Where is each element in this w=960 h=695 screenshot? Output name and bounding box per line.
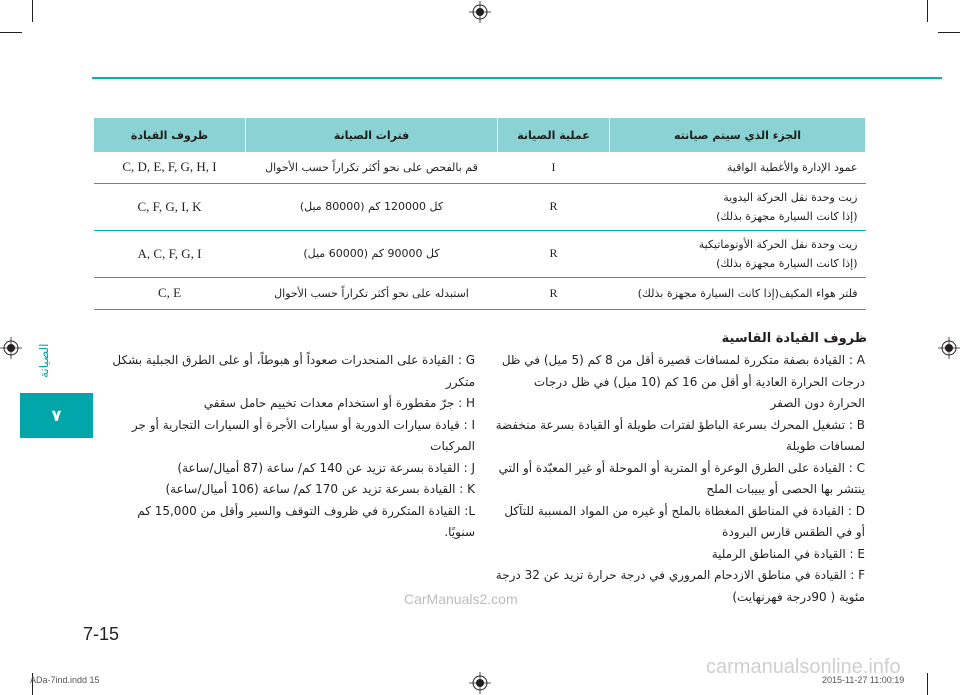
table-row xyxy=(94,277,866,309)
row-conditions: C, F, G, I, K xyxy=(94,183,246,230)
registration-mark-icon xyxy=(469,1,491,23)
table-header-row xyxy=(94,118,866,152)
row-operation: R xyxy=(498,230,610,277)
row-item: زيت وحدة نقل الحركة اليدوية (إذا كانت السيارة مجهزة بذلك) xyxy=(610,183,866,230)
watermark: CarManuals2.com xyxy=(404,591,518,607)
chapter-tab: ٧ xyxy=(20,393,93,438)
header-rule xyxy=(92,77,942,79)
row-operation: R xyxy=(498,277,610,309)
list-item: I : قيادة سيارات الدورية أو سيارات الأجرة أو السيارات التجارية أو جر المركبات xyxy=(131,417,475,453)
list-item: H : جرّ مقطورة أو استخدام معدات تخييم حامل سقفي xyxy=(203,396,475,410)
registration-mark-icon xyxy=(469,672,491,694)
row-conditions: A, C, F, G, I xyxy=(94,230,246,277)
row-operation: R xyxy=(498,183,610,230)
list-item: B : تشغيل المحرك بسرعة الباطؤ لفترات طويلة أو القيادة بسرعة منخفضة لمسافات طويلة xyxy=(495,417,865,453)
crop-mark xyxy=(32,0,33,22)
table-row xyxy=(94,183,866,230)
list-item: C : القيادة على الطرق الوعرة أو المتربة أو الموحلة أو غير المعبّدة أو التي ينتشر بها الحصى أو يبيبات الملح xyxy=(498,460,865,496)
list-item: D : القيادة في المناطق المغطاة بالملح أو غيره من المواد المسببة للتآكل أو في الطقس قارس البرودة xyxy=(504,503,865,539)
list-item: E : القيادة في المناطق الرملية xyxy=(711,546,865,561)
footer-date: 2015-11-27 11:00:19 xyxy=(822,675,905,685)
registration-mark-icon xyxy=(0,337,22,359)
conditions-list-left xyxy=(105,350,475,544)
footer-file: ADa-7ind.indd 15 xyxy=(30,675,100,685)
row-interval: كل 120000 كم (80000 ميل) xyxy=(246,183,498,230)
conditions-list-right xyxy=(495,350,865,608)
row-operation: I xyxy=(498,152,610,183)
crop-mark xyxy=(927,0,928,22)
crop-mark xyxy=(938,32,960,33)
header-conditions: ظروف القيادة xyxy=(94,118,246,152)
list-item: F : القيادة في مناطق الازدحام المروري في درجة حرارة تزيد عن 32 درجة مئوية ( 90درجة فهرنهايت) xyxy=(495,568,865,604)
list-item: A : القيادة بصفة متكررة لمسافات قصيرة أقل من 8 كم (5 ميل) في ظل درجات الحرارة العادية أو أقل من 16 كم (10 ميل) في ظل درجات الحرارة دون الصفر xyxy=(501,353,865,410)
table-row xyxy=(94,230,866,277)
row-interval: كل 90000 كم (60000 ميل) xyxy=(246,230,498,277)
row-interval: استبدله على نحو أكثر تكراراً حسب الأحوال xyxy=(246,277,498,309)
crop-mark xyxy=(0,32,22,33)
row-item: فلتر هواء المكيف(إذا كانت السيارة مجهزة بذلك) xyxy=(610,277,866,309)
list-item: G : القيادة على المنحدرات صعوداً أو هبوطاً، أو على الطرق الجبلية بشكل متكرر xyxy=(112,353,475,389)
table-row xyxy=(94,152,866,183)
list-item: L: القيادة المتكررة في ظروف التوقف والسير وأقل من 15,000 كم سنويًا. xyxy=(137,503,475,539)
row-item: زيت وحدة نقل الحركة الأوتوماتيكية (إذا كانت السيارة مجهزة بذلك) xyxy=(610,230,866,277)
row-interval: قم بالفحص على نحو أكثر تكراراً حسب الأحوال xyxy=(246,152,498,183)
brand-watermark: carmanualsonline.info xyxy=(706,656,901,678)
header-item: الجزء الذي سيتم صيانته xyxy=(610,118,866,152)
maintenance-table xyxy=(93,118,866,310)
list-item: J : القيادة بسرعة تزيد عن 140 كم/ ساعة (87 أميال/ساعة) xyxy=(177,460,475,475)
section-title: ظروف القيادة القاسية xyxy=(721,331,867,346)
header-interval: فترات الصيانة xyxy=(246,118,498,152)
crop-mark xyxy=(927,673,928,695)
list-item: K : القيادة بسرعة تزيد عن 170 كم/ ساعة (106 أميال/ساعة) xyxy=(165,482,475,496)
registration-mark-icon xyxy=(938,337,960,359)
chapter-label: الصيانة xyxy=(37,343,51,379)
row-conditions: C, E xyxy=(94,277,246,309)
row-item: عمود الإدارة والأغطية الواقية xyxy=(610,152,866,183)
header-operation: عملية الصيانة xyxy=(498,118,610,152)
row-conditions: C, D, E, F, G, H, I xyxy=(94,152,246,183)
page-number: 7-15 xyxy=(83,624,120,644)
